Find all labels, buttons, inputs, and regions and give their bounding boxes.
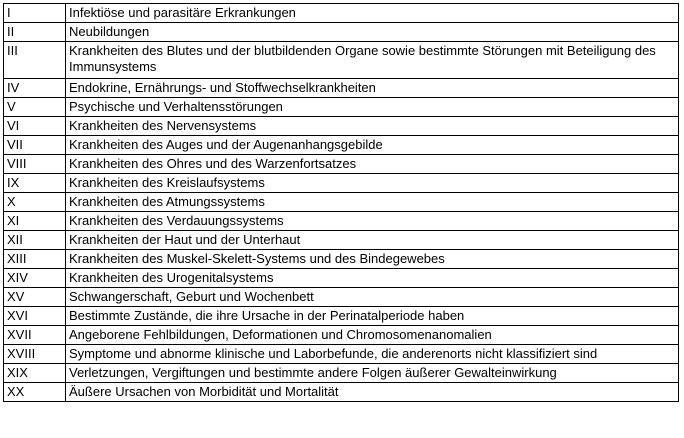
table-row [4,155,679,174]
chapter-number: XIX [4,364,66,383]
chapter-title: Krankheiten des Blutes und der blutbildenden Organe sowie bestimmte Störungen mit Beteiligung des Immunsystems [66,42,679,79]
table-row [4,250,679,269]
chapter-number: I [4,4,66,23]
table-row [4,383,679,402]
chapter-title: Verletzungen, Vergiftungen und bestimmte andere Folgen äußerer Gewalteinwirkung [66,364,679,383]
table-row [4,79,679,98]
chapter-number: IX [4,174,66,193]
chapter-number: XVIII [4,345,66,364]
chapter-title: Symptome und abnorme klinische und Laborbefunde, die anderenorts nicht klassifiziert sind [66,345,679,364]
chapter-title: Infektiöse und parasitäre Erkrankungen [66,4,679,23]
table-row [4,269,679,288]
chapter-number: VII [4,136,66,155]
table-row [4,4,679,23]
chapter-title: Krankheiten des Kreislaufsystems [66,174,679,193]
chapter-title: Krankheiten des Nervensystems [66,117,679,136]
chapter-number: XVI [4,307,66,326]
chapter-number: XI [4,212,66,231]
chapter-number: II [4,23,66,42]
table-row [4,193,679,212]
chapter-number: V [4,98,66,117]
table-row [4,231,679,250]
table-row [4,42,679,79]
chapter-title: Äußere Ursachen von Morbidität und Mortalität [66,383,679,402]
table-row [4,136,679,155]
table-row [4,307,679,326]
chapter-title: Angeborene Fehlbildungen, Deformationen und Chromosomenanomalien [66,326,679,345]
table-row [4,326,679,345]
chapter-number: III [4,42,66,79]
chapter-title: Psychische und Verhaltensstörungen [66,98,679,117]
table-row [4,23,679,42]
table-row [4,98,679,117]
table-row [4,212,679,231]
chapter-title: Neubildungen [66,23,679,42]
chapter-number: XIV [4,269,66,288]
chapter-title: Krankheiten des Auges und der Augenanhangsgebilde [66,136,679,155]
chapter-number: XV [4,288,66,307]
chapter-number: X [4,193,66,212]
chapter-number: IV [4,79,66,98]
chapter-title: Krankheiten des Ohres und des Warzenfortsatzes [66,155,679,174]
table-row [4,345,679,364]
chapter-title: Schwangerschaft, Geburt und Wochenbett [66,288,679,307]
chapter-title: Krankheiten des Atmungssystems [66,193,679,212]
chapter-title: Krankheiten des Muskel-Skelett-Systems und des Bindegewebes [66,250,679,269]
chapter-number: XVII [4,326,66,345]
table-row [4,174,679,193]
chapter-title: Endokrine, Ernährungs- und Stoffwechselkrankheiten [66,79,679,98]
table-row [4,288,679,307]
chapter-title: Bestimmte Zustände, die ihre Ursache in der Perinatalperiode haben [66,307,679,326]
chapter-number: XIII [4,250,66,269]
chapter-number: XII [4,231,66,250]
chapter-title: Krankheiten der Haut und der Unterhaut [66,231,679,250]
chapter-number: XX [4,383,66,402]
table-row [4,364,679,383]
chapter-title: Krankheiten des Urogenitalsystems [66,269,679,288]
chapter-number: VI [4,117,66,136]
icd-chapter-table [3,3,679,402]
table-row [4,117,679,136]
chapter-title: Krankheiten des Verdauungssystems [66,212,679,231]
chapter-number: VIII [4,155,66,174]
